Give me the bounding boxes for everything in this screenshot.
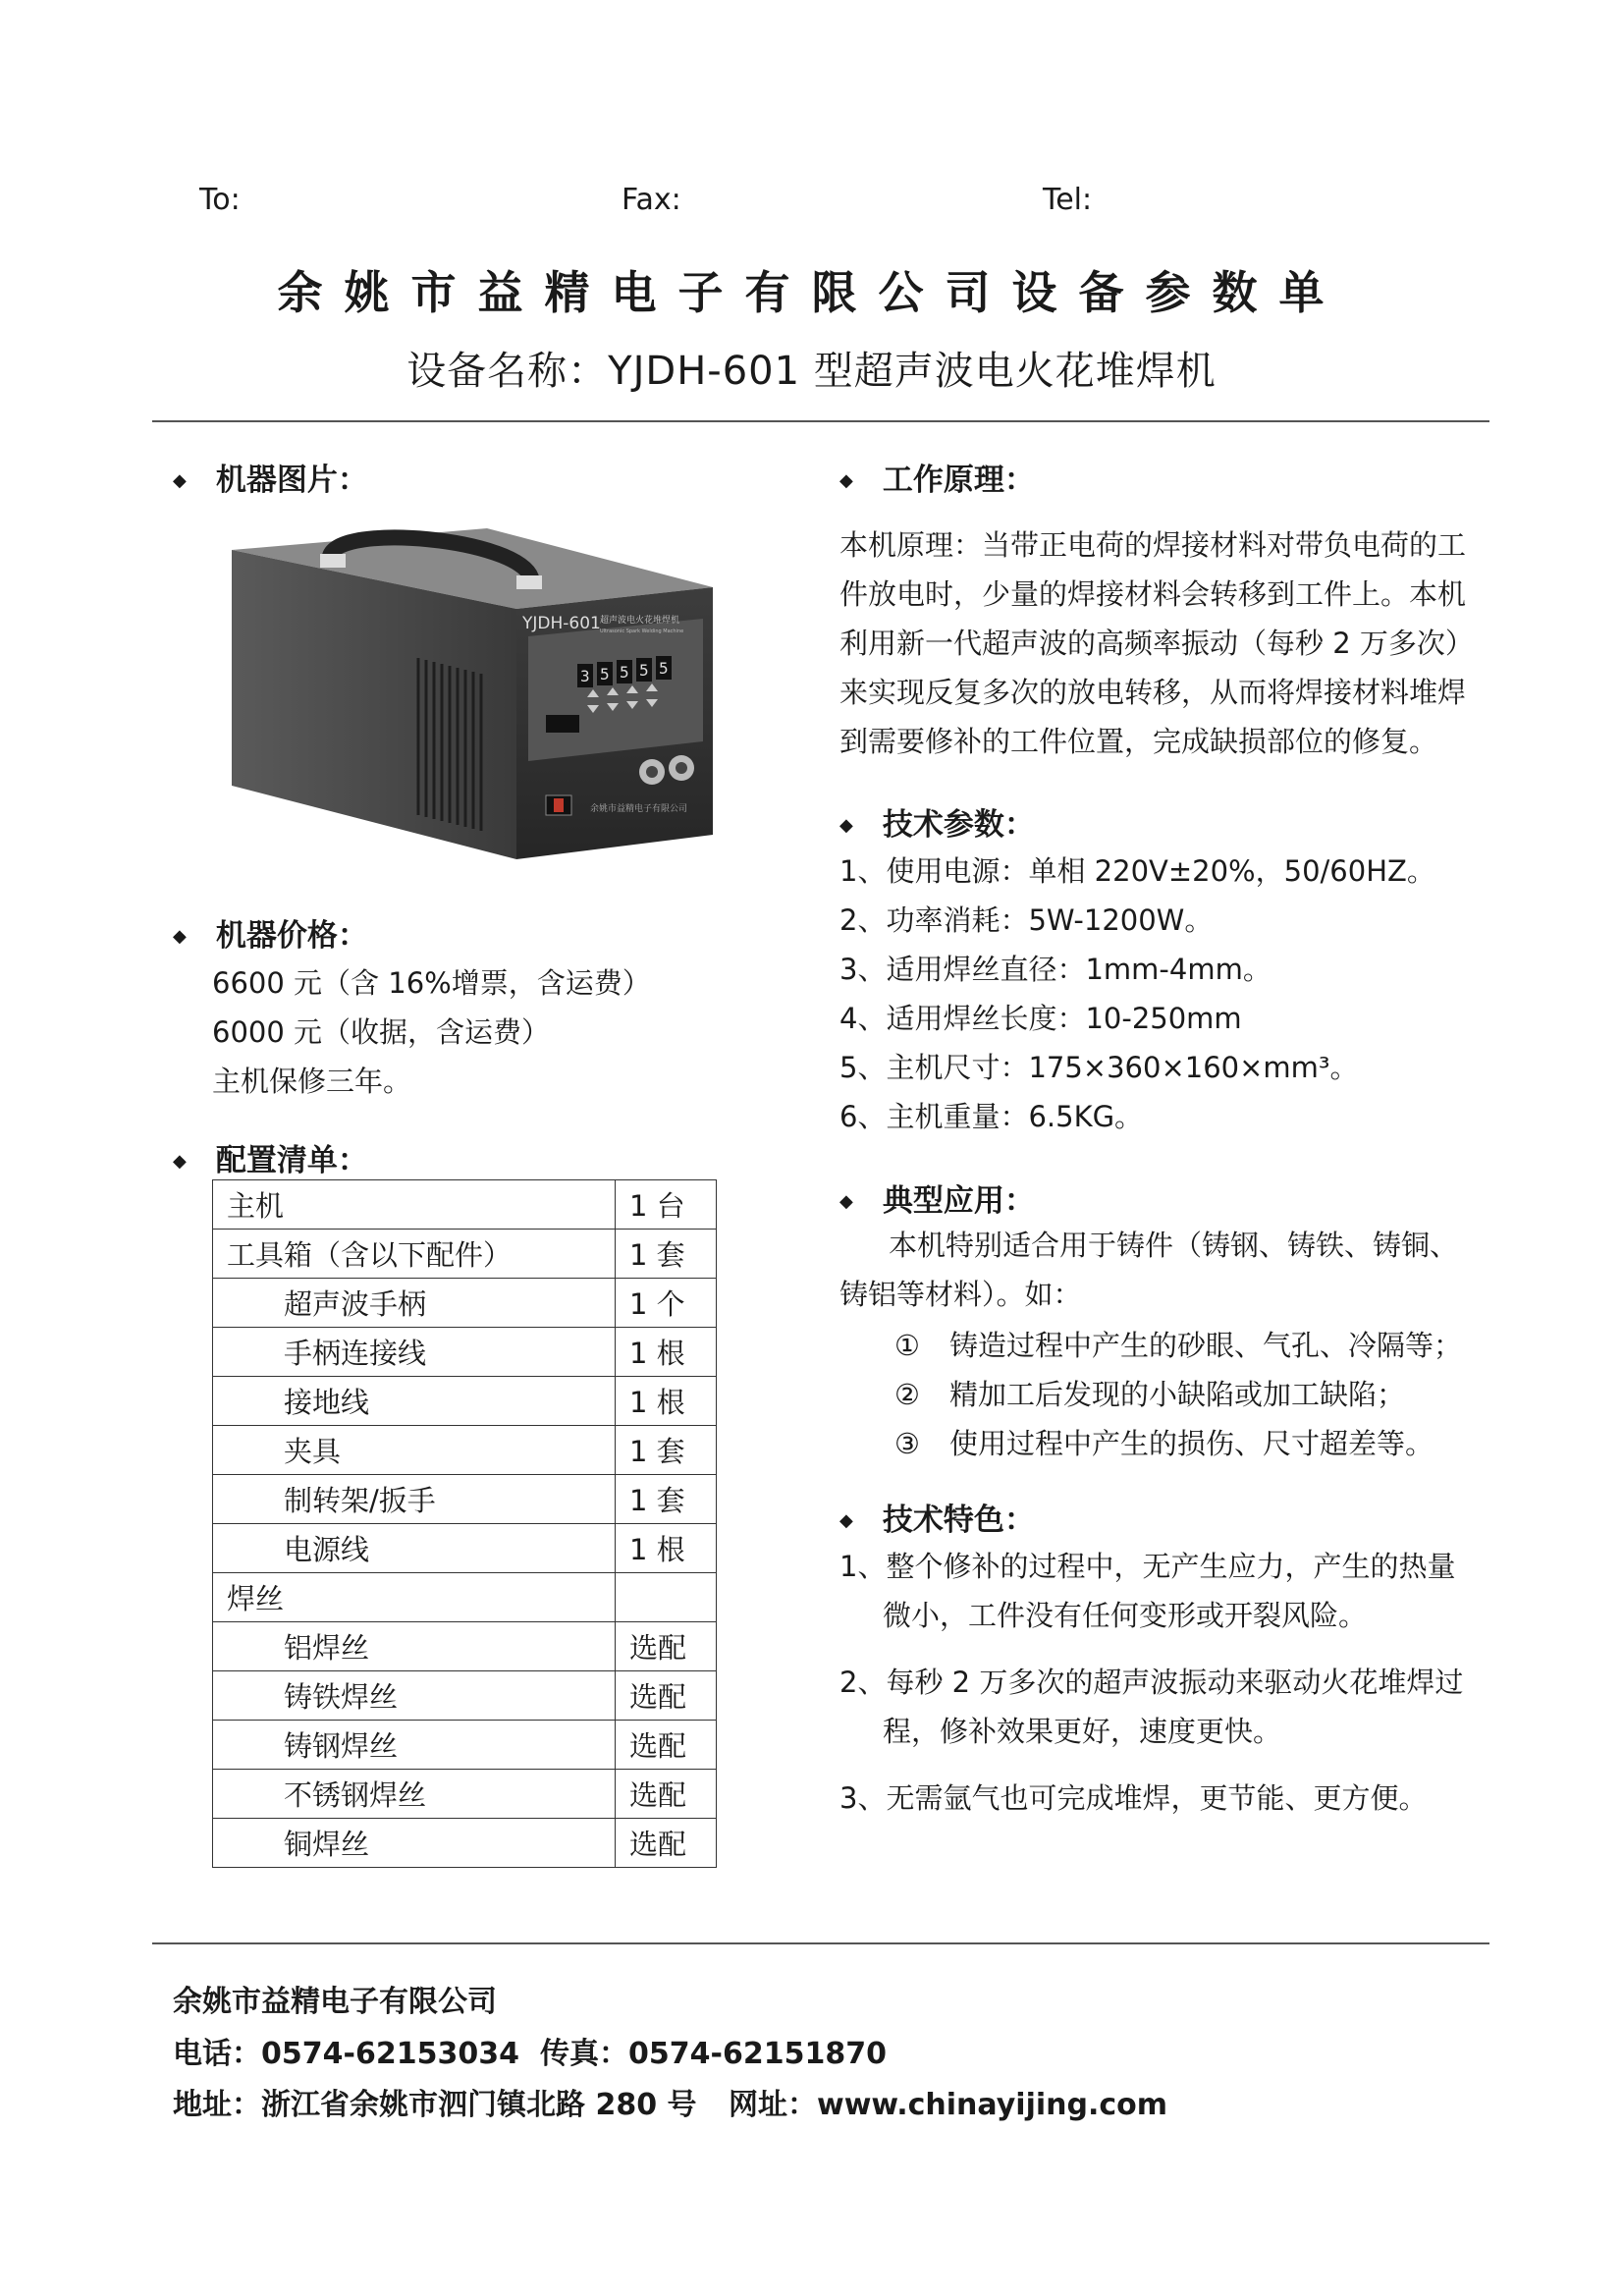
- config-item: 制转架/扳手: [213, 1475, 616, 1524]
- machine-photo: [192, 520, 742, 864]
- config-row: [213, 1230, 717, 1279]
- config-item: 铝焊丝: [213, 1622, 616, 1671]
- config-qty: 选配: [616, 1770, 717, 1819]
- principle-line: 利用新一代超声波的高频率振动（每秒 2 万多次）: [839, 627, 1474, 660]
- config-qty: 选配: [616, 1819, 717, 1868]
- specs-heading: ◆ 技术参数：: [839, 807, 1035, 843]
- features-list: [839, 1542, 1463, 1823]
- config-row: [213, 1426, 717, 1475]
- config-item: 接地线: [213, 1377, 616, 1426]
- principle-line: 件放电时，少量的焊接材料会转移到工件上。本机: [839, 577, 1467, 611]
- principle-line: 到需要修补的工件位置，完成缺损部位的修复。: [839, 725, 1438, 758]
- config-item: 工具箱（含以下配件）: [213, 1230, 616, 1279]
- display-digit: 5: [639, 661, 649, 680]
- display-digit: 5: [600, 665, 610, 683]
- config-row: [213, 1819, 717, 1868]
- config-item: 电源线: [213, 1524, 616, 1573]
- applications-text: [839, 1221, 1462, 1468]
- price-line: 6000 元（收据，含运费）: [212, 1015, 551, 1049]
- config-row: [213, 1770, 717, 1819]
- diamond-bullet-icon: ◆: [173, 1151, 187, 1172]
- applications-intro: 铸铝等材料）。如：: [839, 1278, 1082, 1311]
- diamond-bullet-icon: ◆: [839, 470, 853, 491]
- panel-subtitle: Ultrasonic Spark Welding Machine: [600, 629, 684, 634]
- config-table: [212, 1179, 717, 1868]
- panel-title: 超声波电火花堆焊机: [600, 616, 680, 626]
- config-item: 手柄连接线: [213, 1328, 616, 1377]
- config-row: [213, 1721, 717, 1770]
- config-qty: 1 套: [616, 1230, 717, 1279]
- feature-item: 3、无需氩气也可完成堆焊，更节能、更方便。: [839, 1781, 1428, 1815]
- config-qty: 1 根: [616, 1524, 717, 1573]
- config-row: [213, 1279, 717, 1328]
- fax-label: Fax:: [622, 183, 681, 217]
- price-heading: ◆ 机器价格：: [173, 918, 368, 954]
- price-line: 主机保修三年。: [212, 1065, 412, 1098]
- application-item: ① 铸造过程中产生的砂眼、气孔、冷隔等；: [894, 1329, 1463, 1362]
- maker-label: 余姚市益精电子有限公司: [590, 804, 688, 814]
- config-row: [213, 1671, 717, 1721]
- diamond-bullet-icon: ◆: [173, 926, 187, 947]
- display-digit: 3: [580, 667, 590, 685]
- applications-intro: 本机特别适合用于铸件（铸钢、铸铁、铸铜、: [889, 1229, 1459, 1262]
- model-label: YJDH-601: [522, 614, 601, 633]
- spec-line: 4、适用焊丝长度：10-250mm: [839, 1002, 1242, 1035]
- config-row: [213, 1524, 717, 1573]
- config-item: 超声波手柄: [213, 1279, 616, 1328]
- diamond-bullet-icon: ◆: [173, 470, 187, 491]
- diamond-bullet-icon: ◆: [839, 1510, 853, 1531]
- application-item: ③ 使用过程中产生的损伤、尺寸超差等。: [894, 1427, 1434, 1460]
- spec-line: 6、主机重量：6.5KG。: [839, 1100, 1144, 1133]
- diamond-bullet-icon: ◆: [839, 1191, 853, 1212]
- principle-line: 来实现反复多次的放电转移，从而将焊接材料堆焊: [839, 676, 1467, 709]
- config-qty: 1 套: [616, 1426, 717, 1475]
- config-row: [213, 1475, 717, 1524]
- config-row: [213, 1573, 717, 1622]
- price-list: [212, 958, 651, 1106]
- config-item: 铸铁焊丝: [213, 1671, 616, 1721]
- config-qty: 选配: [616, 1671, 717, 1721]
- feature-item: 1、整个修补的过程中，无产生应力，产生的热量 微小，工件没有任何变形或开裂风险。: [839, 1550, 1456, 1632]
- config-qty: 1 根: [616, 1377, 717, 1426]
- config-heading: ◆ 配置清单：: [173, 1143, 368, 1178]
- config-qty: 1 根: [616, 1328, 717, 1377]
- config-item: 铸钢焊丝: [213, 1721, 616, 1770]
- feature-item: 2、每秒 2 万多次的超声波振动来驱动火花堆焊过 程，修补效果更好，速度更快。: [839, 1666, 1464, 1748]
- spec-line: 3、适用焊丝直径：1mm-4mm。: [839, 953, 1271, 986]
- footer-company: 余姚市益精电子有限公司: [173, 1985, 497, 2019]
- top-divider: [152, 420, 1489, 422]
- config-qty: [616, 1573, 717, 1622]
- price-line: 6600 元（含 16%增票，含运费）: [212, 966, 651, 1000]
- machine-image-heading: ◆ 机器图片：: [173, 463, 368, 498]
- principle-heading: ◆ 工作原理：: [839, 463, 1035, 498]
- diamond-bullet-icon: ◆: [839, 815, 853, 836]
- tel-label: Tel:: [1043, 183, 1093, 217]
- config-qty: 1 台: [616, 1180, 717, 1230]
- footer-website[interactable]: 网址：www.chinayijing.com: [729, 2088, 1168, 2122]
- application-item: ② 精加工后发现的小缺陷或加工缺陷；: [894, 1378, 1406, 1411]
- company-title: 余姚市益精电子有限公司设备参数单: [277, 266, 1346, 319]
- config-row: [213, 1328, 717, 1377]
- spec-line: 2、功率消耗：5W-1200W。: [839, 903, 1214, 937]
- config-item: 夹具: [213, 1426, 616, 1475]
- applications-heading: ◆ 典型应用：: [839, 1183, 1035, 1219]
- specs-list: [839, 847, 1435, 1141]
- footer-address: 地址：浙江省余姚市泗门镇北路 280 号: [173, 2088, 697, 2122]
- display-digit: 5: [659, 659, 669, 678]
- config-row: [213, 1377, 717, 1426]
- config-item: 铜焊丝: [213, 1819, 616, 1868]
- config-qty: 1 个: [616, 1279, 717, 1328]
- config-item: 焊丝: [213, 1573, 616, 1622]
- config-row: [213, 1622, 717, 1671]
- config-item: 主机: [213, 1180, 616, 1230]
- config-qty: 选配: [616, 1622, 717, 1671]
- config-row: [213, 1180, 717, 1230]
- config-item: 不锈钢焊丝: [213, 1770, 616, 1819]
- to-label: To:: [199, 183, 241, 217]
- footer-phone: 电话：0574-62153034: [173, 2037, 519, 2071]
- device-name: 设备名称：YJDH-601 型超声波电火花堆焊机: [406, 349, 1217, 394]
- principle-line: 本机原理：当带正电荷的焊接材料对带负电荷的工: [839, 528, 1467, 562]
- footer-divider: [152, 1942, 1489, 1944]
- spec-line: 5、主机尺寸：175×360×160×mm³。: [839, 1051, 1359, 1084]
- config-qty: 1 套: [616, 1475, 717, 1524]
- footer-fax: 传真：0574-62151870: [540, 2037, 887, 2071]
- features-heading: ◆ 技术特色：: [839, 1503, 1035, 1538]
- spec-line: 1、使用电源：单相 220V±20%，50/60HZ。: [839, 854, 1435, 888]
- principle-text: [839, 520, 1474, 766]
- display-digit: 5: [620, 663, 629, 682]
- config-qty: 选配: [616, 1721, 717, 1770]
